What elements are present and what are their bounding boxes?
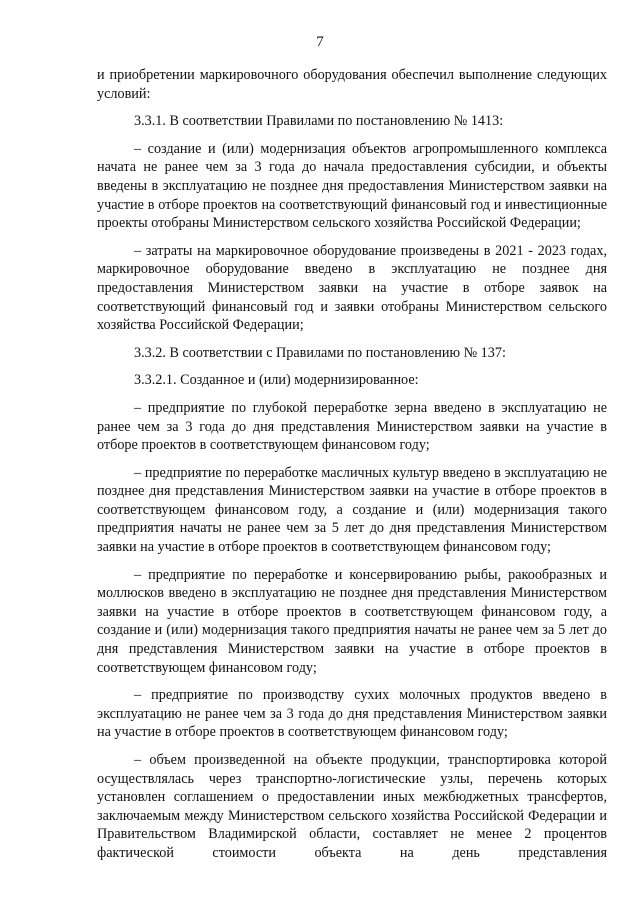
page-number: 7 xyxy=(316,34,324,50)
list-item: – объем произведенной на объекте продукции, транспортировка которой осуществлялась через транспортно-логистические узлы, перечень которых установлен соглашением о предоставлении иных межбюджетных трансфертов, заключаемым между Министерством сельского хозяйства Российской Федерации и Правительством Владимирской области, составляет не менее 2 процентов фактической стоимости объекта на день представления xyxy=(97,752,607,861)
document-body xyxy=(97,66,607,872)
clause-3-3-2-heading: 3.3.2. В соответствии с Правилами по постановлению № 137: xyxy=(134,344,506,361)
clause-3-3-1-heading: 3.3.1. В соответствии Правилами по постановлению № 1413: xyxy=(134,113,504,130)
list-item: – предприятие по производству сухих молочных продуктов введено в эксплуатацию не ранее чем за 3 года до дня представления Министерством заявки на участие в отборе проектов в соответствующем финансовом году; xyxy=(97,687,607,741)
list-item: – предприятие по глубокой переработке зерна введено в эксплуатацию не ранее чем за 3 года до дня представления Министерством заявки на участие в отборе проектов в соответствующем финансовом году; xyxy=(97,399,607,454)
list-item: – создание и (или) модернизация объектов агропромышленного комплекса начата не ранее чем за 3 года до начала предоставления субсидии, и объекты введены в эксплуатацию не позднее дня предоставления Министерством заявки на участие в отборе проектов на соответствующий финансовый год и инвестиционные проекты отобраны Министерством сельского хозяйства Российской Федерации; xyxy=(97,140,607,232)
list-item: – предприятие по переработке масличных культур введено в эксплуатацию не позднее дня представления Министерством заявки на участие в отборе проектов в соответствующем финансовом году, а создание и (или) модернизация такого предприятия начаты не ранее чем за 5 лет до дня представления Министерством заявки на участие в отборе проектов в соответствующем финансовом году; xyxy=(97,464,607,556)
paragraph-continuation: и приобретении маркировочного оборудования обеспечил выполнение следующих условий: xyxy=(97,67,607,102)
clause-3-3-2-1-heading: 3.3.2.1. Созданное и (или) модернизированное: xyxy=(134,372,419,389)
list-item: – предприятие по переработке и консервированию рыбы, ракообразных и моллюсков введено в эксплуатацию не позднее дня представления Министерством заявки на участие в отборе проектов в соответствующем финансовом году, а создание и (или) модернизация такого предприятия начаты не ранее чем за 5 лет до дня представления Министерством заявки на участие в отборе проектов в соответствующем финансовом году; xyxy=(97,566,607,676)
list-item: – затраты на маркировочное оборудование произведены в 2021 - 2023 годах, маркировочное оборудование введено в эксплуатацию не позднее дня предоставления Министерством заявки на участие в отборе заявок на соответствующий финансовый год и заявки отобраны Министерством сельского хозяйства Российской Федерации; xyxy=(97,242,607,334)
